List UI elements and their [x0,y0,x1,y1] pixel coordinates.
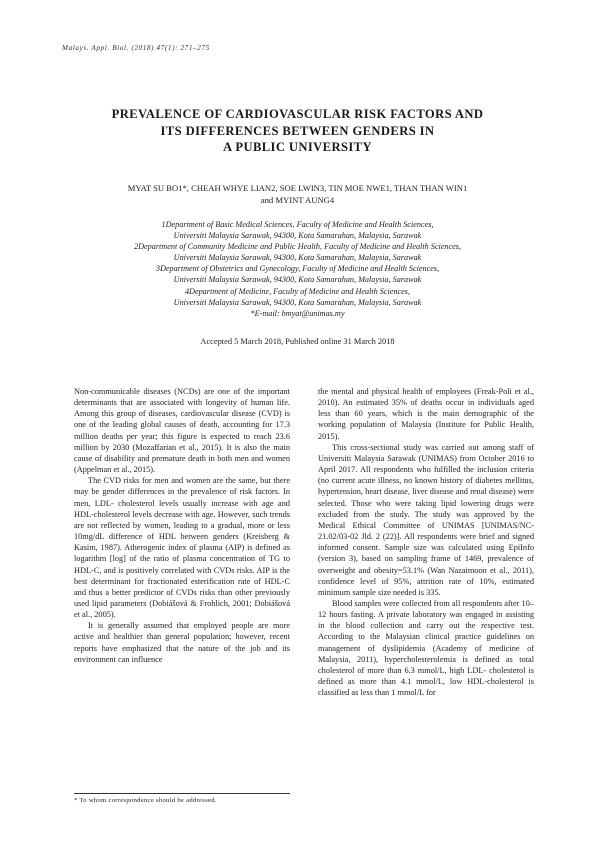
affiliation-line: 3Department of Obstetrics and Gynecology, Faculty of Medicine and Health Sciences, [155,264,440,274]
paragraph: the mental and physical health of employees (Freak-Poli et al., 2010). An estimated 35% of deaths occur in individuals aged less than 60 years, which is the main demographic of the working population of Malaysia (Institute for Public Health, 2015). [318,387,534,441]
title-line: ITS DIFFERENCES BETWEEN GENDERS IN [160,123,435,138]
body-column-right [318,386,534,698]
journal-citation: Malays. Appl. Biol. (2018) 47(1): 271–275 [62,44,210,52]
paragraph: Blood samples were collected from all respondents after 10–12 hours fasting. A private laboratory was engaged in assisting in the blood collection and carry out the respective test. According to the Malaysian clinical practice guidelines on management of dyslipidemia (Academy of medicine of Malaysia, 2011), hypercholesterolemia is defined as total cholesterol of more than 6.3 mmol/L, high LDL- cholesterol is defined as more than 4.1 mmol/L, low HDL-cholesterol is classified as less than 1 mmol/L for [318,598,534,698]
author-line: MYAT SU BO1*, CHEAH WHYE LIAN2, SOE LWIN3, TIN MOE NWE1, THAN THAN WIN1 [127,183,468,193]
title-line: A PUBLIC UNIVERSITY [223,140,372,154]
corresponding-email: *E-mail: bmyat@unimas.my [250,308,345,318]
footnote: * To whom correspondence should be addressed. [74,797,217,804]
body-column-left [74,386,290,665]
affiliation-line: Universiti Malaysia Sarawak, 94300, Kota Samarahan, Malaysia, Sarawak [173,231,422,241]
affiliations [60,219,535,319]
affiliation-line: Universiti Malaysia Sarawak, 94300, Kota Samarahan, Malaysia, Sarawak [173,275,422,285]
affiliation-line: 2Department of Community Medicine and Public Health, Faculty of Medicine and Health Sciences, [134,242,461,252]
paragraph: Non-communicable diseases (NCDs) are one of the important determinants that are associated with longevity of human life. Among this group of diseases, cardiovascular disease (CVD) is one of the leading global causes of death, accounting for 17.3 million deaths per year; this figure is expected to reach 23.6 million by 2030 (Mozaffarian et al., 2015). It is also the main cause of disability and premature death in both men and women (Appelman et al., 2015). [74,387,290,475]
paragraph: The CVD risks for men and women are the same, but there may be gender differences in the prevalence of risk factors. In men, LDL- cholesterol levels usually increase with age and HDL-cholesterol levels decrease with age. However, such trends are not reflected by women, leading to a gradual, more or less 10mg/dL difference of HDL between genders (Kreisberg & Kasim, 1987). Atherogenic index of plasma (AIP) is defined as logarithm [log] of the ratio of plasma concentration of TG to HDL-C, and is positively correlated with CVDs risks. AIP is the best determinant for fractionated esterification rate of HDL-C and thus a better predictor of CVDs risks than other previously used lipid parameters (Dobiášová & Frohlich, 2001; Dobiášová et al., 2005). [74,476,290,620]
affiliation-line: Universiti Malaysia Sarawak, 94300, Kota Samarahan, Malaysia, Sarawak [173,253,422,263]
affiliation-line: 4Department of Medicine, Faculty of Medicine and Health Sciences, [184,286,411,296]
accepted-date: Accepted 5 March 2018, Published online 31 March 2018 [200,337,395,346]
author-line: and MYINT AUNG4 [260,195,335,205]
paragraph: It is generally assumed that employed people are more active and healthier than general population; however, recent reports have emphasized that the nature of the job and its environment can influence [74,621,290,664]
author-list [60,182,535,206]
title-line: PREVALENCE OF CARDIOVASCULAR RISK FACTORS AND [111,107,484,121]
footnote-divider [74,793,290,794]
paper-title [60,106,535,156]
affiliation-line: Universiti Malaysia Sarawak, 94300, Kota Samarahan, Malaysia, Sarawak [173,297,422,307]
affiliation-line: 1Department of Basic Medical Sciences, Faculty of Medicine and Health Sciences, [161,220,434,229]
paragraph: This cross-sectional study was carried out among staff of Universiti Malaysia Sarawak (UNIMAS) from October 2016 to April 2017. All respondents who fulfilled the inclusion criteria (no current acute illness, no known history of diabetes mellitus, hypertension, heart disease, liver disease and renal disease) were selected. Those who were taking lipid lowering drugs were excluded from the study. The study was approved by the Medical Ethical Committee of UNIMAS [UNIMAS/NC-21.02/03-02 Jld. 2 (22)]. All respondents were brief and signed informed consent. Sample size was calculated using EpiInfo (version 3), based on sampling frame of 1469, prevalence of overweight and obesity=53.1% (Wan Nazaimoon et al., 2011), confidence level of 95%, attrition rate of 10%, estimated minimum sample size needed is 335. [318,442,534,597]
